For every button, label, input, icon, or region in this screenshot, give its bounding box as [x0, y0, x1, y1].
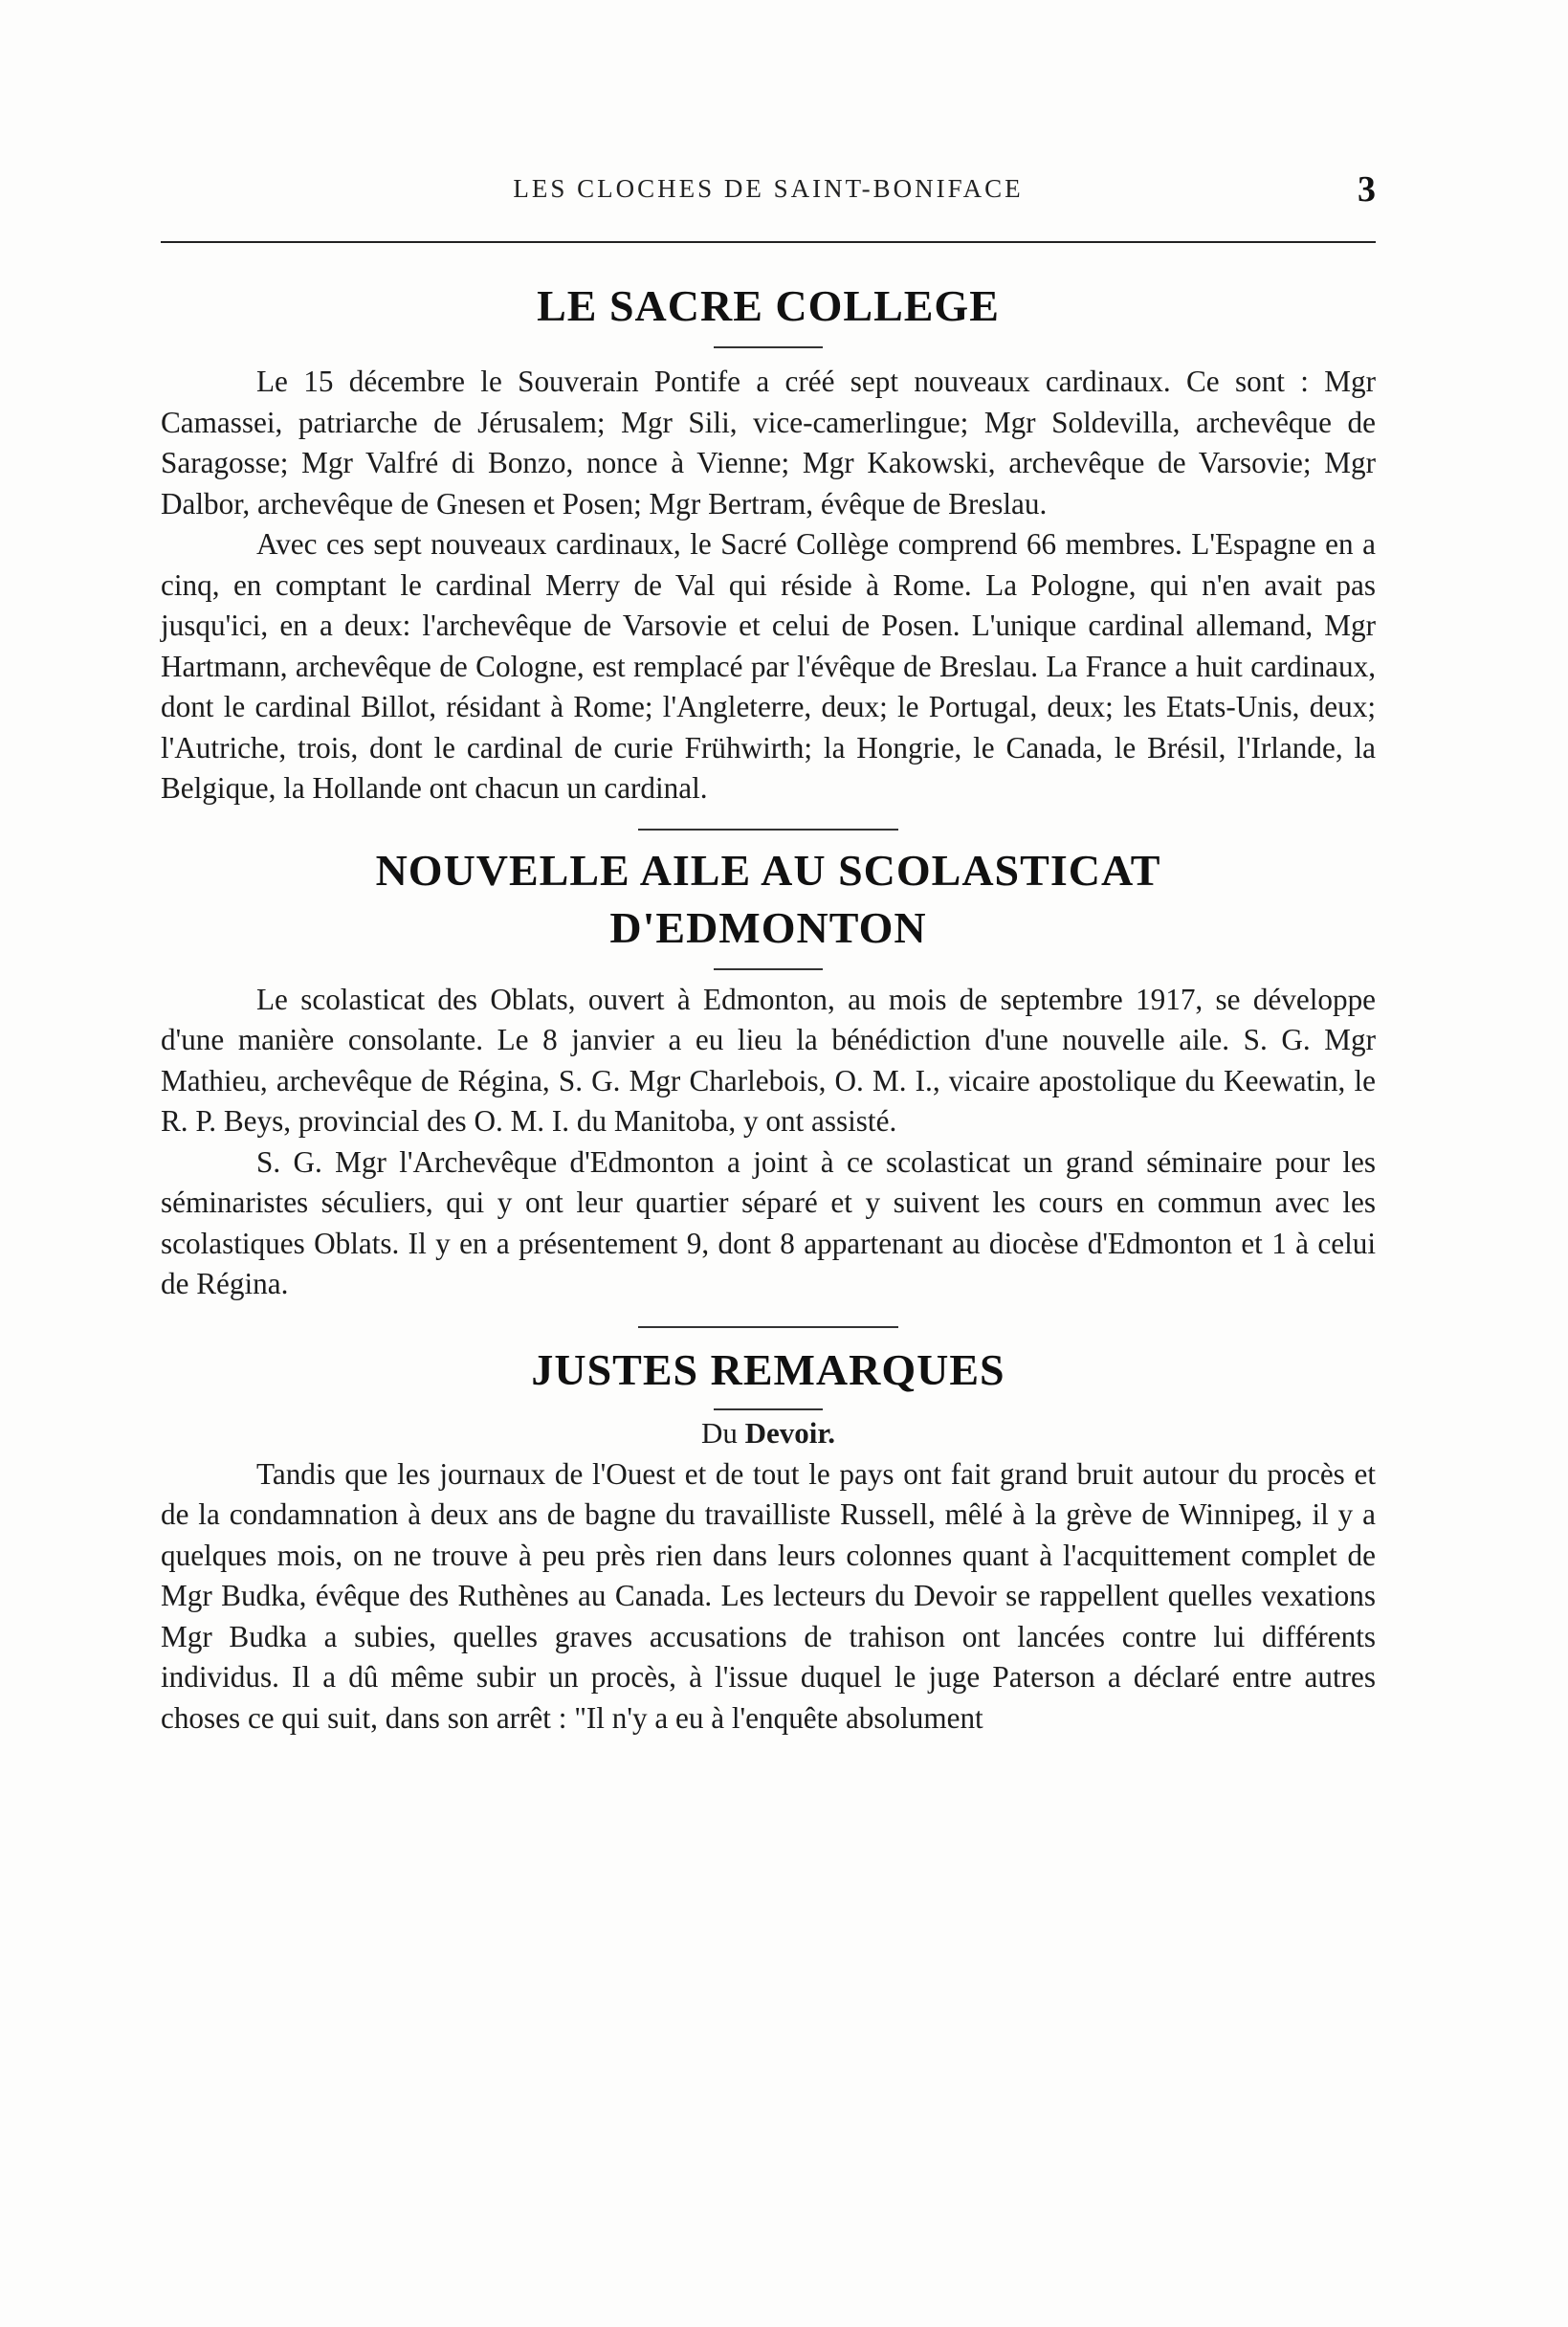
paragraph: S. G. Mgr l'Archevêque d'Edmonton a joint à ce scolasticat un grand séminaire pour les séminaristes séculiers, qui y ont leur quartier séparé et y suivent les cours en commun avec les scolastiques Oblats. Il y en a présentement 9, dont 8 appartenant au diocèse d'Edmonton et 1 à celui de Régina.	[161, 1144, 1376, 1300]
header-rule	[161, 241, 1376, 243]
source-byline	[161, 1412, 1376, 1454]
section-title-nouvelle-aile-line2: D'EDMONTON	[609, 902, 927, 952]
section-divider	[638, 1326, 898, 1328]
section-title-nouvelle-aile-line1: NOUVELLE AILE AU SCOLASTICAT	[375, 845, 1161, 895]
running-header	[161, 169, 1376, 211]
paragraph: Le scolasticat des Oblats, ouvert à Edmonton, au mois de septembre 1917, se développe d'une manière consolante. Le 8 janvier a eu lieu la bénédiction d'une nouvelle aile. S. G. Mgr Mathieu, archevêque de Régina, S. G. Mgr Charlebois, O. M. I., vicaire apostolique du Keewatin, le R. P. Beys, provincial des O. M. I. du Manitoba, y ont assisté.	[161, 982, 1376, 1138]
section-divider	[638, 829, 898, 831]
title-underline	[714, 968, 823, 970]
title-underline	[714, 1408, 823, 1410]
page-number: 3	[1358, 169, 1376, 210]
running-head-title: LES CLOCHES DE SAINT-BONIFACE	[513, 174, 1024, 203]
section-title-sacre-college: LE SACRE COLLEGE	[537, 281, 1000, 330]
paragraph: Avec ces sept nouveaux cardinaux, le Sacré Collège comprend 66 membres. L'Espagne en a cinq, en comptant le cardinal Merry de Val qui réside à Rome. La Pologne, qui n'en avait pas jusqu'ici, en a deux: l'archevêque de Varsovie et celui de Posen. L'unique cardinal allemand, Mgr Hartmann, archevêque de Cologne, est remplacé par l'évêque de Breslau. La France a huit cardinaux, dont le cardinal Billot, résidant à Rome; l'Angleterre, deux; le Portugal, deux; les Etats-Unis, deux; l'Autriche, trois, dont le cardinal de curie Frühwirth; la Hongrie, le Canada, le Brésil, l'Irlande, la Belgique, la Hollande ont chacun un cardinal.	[161, 527, 1376, 805]
article-column	[161, 277, 1376, 1739]
byline-source: Devoir.	[744, 1415, 836, 1450]
paragraph: Le 15 décembre le Souverain Pontife a créé sept nouveaux cardinaux. Ce sont : Mgr Camassei, patriarche de Jérusalem; Mgr Sili, vice-camerlingue; Mgr Soldevilla, archevêque de Saragosse; Mgr Valfré di Bonzo, nonce à Vienne; Mgr Kakowski, archevêque de Varsovie; Mgr Dalbor, archevêque de Gnesen et Posen; Mgr Bertram, évêque de Breslau.	[161, 365, 1376, 521]
paragraph: Tandis que les journaux de l'Ouest et de tout le pays ont fait grand bruit autour du procès et de la condamnation à deux ans de bagne du travailliste Russell, mêlé à la grève de Winnipeg, il y a quelques mois, on ne trouve à peu près rien dans leurs colonnes quant à l'acquittement complet de Mgr Budka, évêque des Ruthènes au Canada. Les lecteurs du Devoir se rappellent quelles vexations Mgr Budka a subies, quelles graves accusations de trahison ont lancées contre lui différents individus. Il a dû même subir un procès, à l'issue duquel le juge Paterson a déclaré entre autres choses ce qui suit, dans son arrêt : "Il n'y a eu à l'enquête absolument	[161, 1456, 1376, 1735]
title-underline	[714, 346, 823, 348]
section-title-justes-remarques: JUSTES REMARQUES	[531, 1344, 1005, 1394]
byline-prefix: Du	[700, 1415, 738, 1450]
